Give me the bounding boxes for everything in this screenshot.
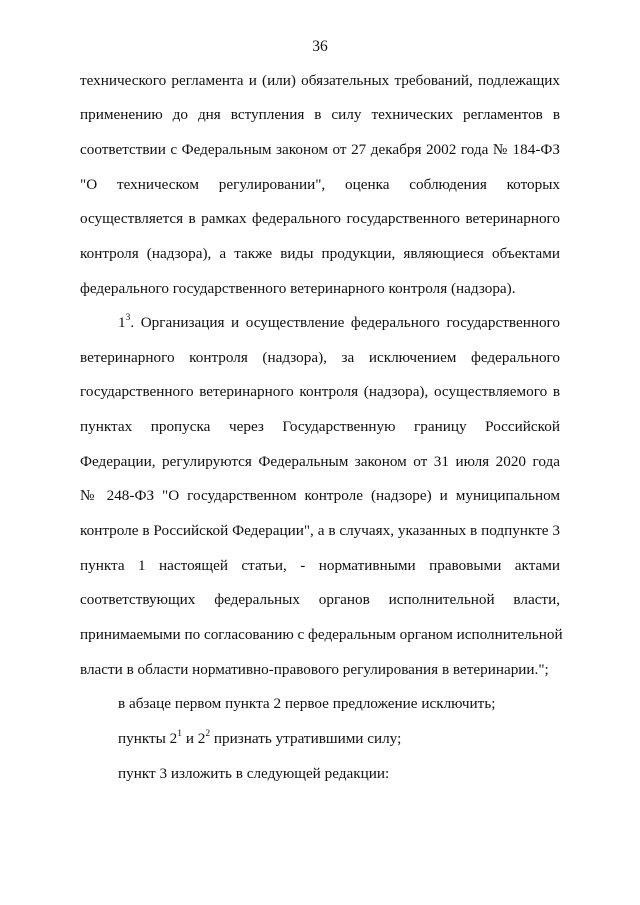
paragraph-2-line-5: Федерации, регулируются Федеральным законом от 31 июля 2020 года bbox=[80, 453, 560, 470]
paragraph-2-line-4: пунктах пропуска через Государственную границу Российской bbox=[80, 418, 560, 435]
paragraph-1-line-3: соответствии с Федеральным законом от 27 декабря 2002 года № 184-ФЗ bbox=[80, 141, 560, 158]
instruction-repeal-points bbox=[118, 729, 560, 749]
instruction-repeal-points-part-2: и 2 bbox=[182, 730, 206, 747]
clause-number: 1 bbox=[118, 314, 126, 331]
paragraph-2-line-7: контроле в Российской Федерации", а в случаях, указанных в подпункте 3 bbox=[80, 522, 560, 539]
paragraph-1-line-2: применению до дня вступления в силу технических регламентов в bbox=[80, 106, 560, 123]
paragraph-2-line-3: государственного ветеринарного контроля (надзора), осуществляемого в bbox=[80, 383, 560, 400]
instruction-delete-sentence: в абзаце первом пункта 2 первое предложение исключить; bbox=[118, 695, 496, 712]
paragraph-2-line-1-text: . Организация и осуществление федерального государственного bbox=[130, 314, 560, 331]
instruction-repeal-points-part-3: признать утратившими силу; bbox=[210, 730, 402, 747]
paragraph-1-line-7: федерального государственного ветеринарного контроля (надзора). bbox=[80, 280, 516, 297]
paragraph-2-line-10: принимаемыми по согласованию с федеральным органом исполнительной bbox=[80, 626, 563, 643]
paragraph-2-line-2: ветеринарного контроля (надзора), за исключением федерального bbox=[80, 349, 560, 366]
page-number: 36 bbox=[312, 38, 328, 55]
clause-number-superscript: 3 bbox=[125, 312, 131, 323]
point-superscript-1: 1 bbox=[177, 728, 183, 739]
paragraph-2-line-6: № 248-ФЗ "О государственном контроле (надзоре) и муниципальном bbox=[80, 487, 560, 504]
point-superscript-2: 2 bbox=[205, 728, 211, 739]
paragraph-2-line-1 bbox=[118, 313, 560, 333]
paragraph-1-line-4: "О техническом регулировании", оценка соблюдения которых bbox=[80, 176, 560, 193]
paragraph-2-line-9: соответствующих федеральных органов исполнительной власти, bbox=[80, 591, 560, 608]
paragraph-2-line-11: власти в области нормативно-правового регулирования в ветеринарии."; bbox=[80, 661, 549, 678]
paragraph-1-line-5: осуществляется в рамках федерального государственного ветеринарного bbox=[80, 210, 560, 227]
paragraph-1-line-6: контроля (надзора), а также виды продукции, являющиеся объектами bbox=[80, 245, 560, 262]
instruction-repeal-points-part-1: пункты 2 bbox=[118, 730, 178, 747]
instruction-new-wording: пункт 3 изложить в следующей редакции: bbox=[118, 765, 390, 782]
paragraph-2-line-8: пункта 1 настоящей статьи, - нормативными правовыми актами bbox=[80, 557, 560, 574]
paragraph-1-line-1: технического регламента и (или) обязательных требований, подлежащих bbox=[80, 72, 560, 89]
